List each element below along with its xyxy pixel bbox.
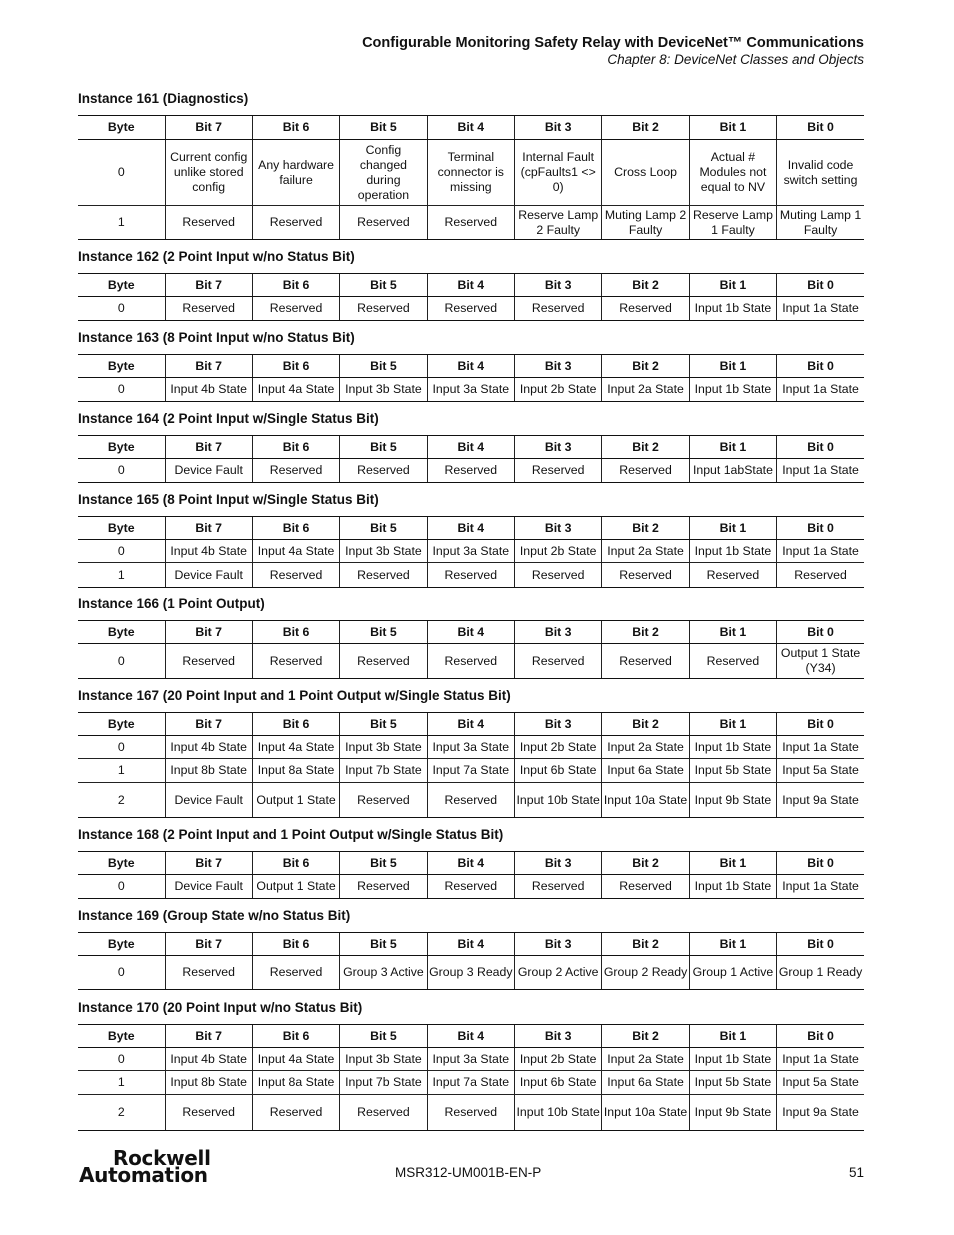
bit-cell: Reserved bbox=[165, 206, 252, 240]
bit-cell: Input 6b State bbox=[515, 1071, 602, 1095]
bit-cell: Invalid code switch setting bbox=[777, 140, 864, 206]
bit-cell: Input 3a State bbox=[427, 736, 514, 759]
table-header-row bbox=[78, 517, 864, 540]
byte-cell: 0 bbox=[78, 875, 165, 899]
bit-cell: Reserved bbox=[427, 1095, 514, 1131]
bit-cell: Input 7b State bbox=[340, 759, 427, 783]
column-header: Bit 4 bbox=[427, 852, 514, 875]
column-header: Byte bbox=[78, 1025, 165, 1048]
instance-table bbox=[78, 712, 864, 818]
byte-cell: 1 bbox=[78, 1071, 165, 1095]
bit-cell: Config changed during operation bbox=[340, 140, 427, 206]
bit-cell: Reserved bbox=[252, 563, 339, 588]
bit-cell: Reserved bbox=[602, 644, 689, 679]
column-header: Bit 5 bbox=[340, 355, 427, 378]
column-header: Byte bbox=[78, 274, 165, 297]
instance-table bbox=[78, 851, 864, 899]
bit-cell: Reserved bbox=[165, 297, 252, 321]
bit-cell: Input 2a State bbox=[602, 378, 689, 402]
bit-cell: Input 3a State bbox=[427, 1048, 514, 1071]
column-header: Bit 4 bbox=[427, 436, 514, 459]
column-header: Bit 1 bbox=[689, 355, 776, 378]
table-header-row bbox=[78, 116, 864, 140]
column-header: Bit 5 bbox=[340, 621, 427, 644]
section-title: Instance 168 (2 Point Input and 1 Point Output w/Single Status Bit) bbox=[78, 827, 504, 842]
column-header: Bit 6 bbox=[252, 933, 339, 956]
column-header: Bit 2 bbox=[602, 1025, 689, 1048]
bit-cell: Reserved bbox=[602, 563, 689, 588]
bit-cell: Input 1a State bbox=[777, 378, 864, 402]
bit-cell: Reserved bbox=[515, 563, 602, 588]
table-row bbox=[78, 875, 864, 899]
bit-cell: Input 4a State bbox=[252, 736, 339, 759]
bit-cell: Group 3 Ready bbox=[427, 956, 514, 990]
column-header: Bit 6 bbox=[252, 621, 339, 644]
bit-cell: Input 10b State bbox=[515, 783, 602, 818]
bit-cell: Input 3b State bbox=[340, 540, 427, 563]
column-header: Bit 2 bbox=[602, 621, 689, 644]
column-header: Bit 1 bbox=[689, 713, 776, 736]
bit-cell: Output 1 State bbox=[252, 783, 339, 818]
column-header: Bit 3 bbox=[515, 436, 602, 459]
column-header: Bit 3 bbox=[515, 713, 602, 736]
bit-cell: Reserved bbox=[427, 297, 514, 321]
section-title: Instance 163 (8 Point Input w/no Status Bit) bbox=[78, 330, 355, 345]
byte-cell: 2 bbox=[78, 1095, 165, 1131]
bit-cell: Input 1b State bbox=[689, 540, 776, 563]
bit-cell: Device Fault bbox=[165, 875, 252, 899]
bit-cell: Reserved bbox=[427, 459, 514, 483]
rockwell-automation-logo bbox=[79, 1146, 211, 1187]
bit-cell: Cross Loop bbox=[602, 140, 689, 206]
bit-cell: Reserved bbox=[340, 459, 427, 483]
column-header: Bit 1 bbox=[689, 116, 776, 140]
bit-cell: Device Fault bbox=[165, 459, 252, 483]
column-header: Bit 6 bbox=[252, 713, 339, 736]
column-header: Bit 3 bbox=[515, 274, 602, 297]
bit-cell: Reserved bbox=[427, 783, 514, 818]
column-header: Bit 7 bbox=[165, 1025, 252, 1048]
section-title: Instance 170 (20 Point Input w/no Status Bit) bbox=[78, 1000, 363, 1015]
byte-cell: 0 bbox=[78, 459, 165, 483]
bit-cell: Muting Lamp 1 Faulty bbox=[777, 206, 864, 240]
bit-cell: Reserved bbox=[340, 783, 427, 818]
column-header: Bit 2 bbox=[602, 517, 689, 540]
bit-cell: Group 2 Ready bbox=[602, 956, 689, 990]
column-header: Bit 7 bbox=[165, 116, 252, 140]
bit-cell: Input 10a State bbox=[602, 1095, 689, 1131]
bit-cell: Reserved bbox=[252, 644, 339, 679]
column-header: Byte bbox=[78, 713, 165, 736]
column-header: Bit 2 bbox=[602, 933, 689, 956]
document-number: MSR312-UM001B-EN-P bbox=[395, 1165, 542, 1180]
column-header: Bit 0 bbox=[777, 355, 864, 378]
column-header: Bit 6 bbox=[252, 274, 339, 297]
bit-cell: Input 2a State bbox=[602, 736, 689, 759]
bit-cell: Input 9a State bbox=[777, 1095, 864, 1131]
bit-cell: Reserved bbox=[252, 459, 339, 483]
bit-cell: Input 4a State bbox=[252, 378, 339, 402]
chapter-subtitle: Chapter 8: DeviceNet Classes and Objects bbox=[607, 52, 864, 67]
bit-cell: Reserved bbox=[602, 459, 689, 483]
byte-cell: 0 bbox=[78, 140, 165, 206]
bit-cell: Reserved bbox=[689, 644, 776, 679]
byte-cell: 2 bbox=[78, 783, 165, 818]
column-header: Bit 3 bbox=[515, 517, 602, 540]
table-row bbox=[78, 644, 864, 679]
byte-cell: 0 bbox=[78, 956, 165, 990]
table-header-row bbox=[78, 274, 864, 297]
section-title: Instance 161 (Diagnostics) bbox=[78, 91, 249, 106]
table-row bbox=[78, 1048, 864, 1071]
column-header: Bit 2 bbox=[602, 274, 689, 297]
column-header: Bit 3 bbox=[515, 116, 602, 140]
bit-cell: Reserved bbox=[252, 206, 339, 240]
instance-table bbox=[78, 435, 864, 483]
bit-cell: Group 1 Ready bbox=[777, 956, 864, 990]
bit-cell: Input 7b State bbox=[340, 1071, 427, 1095]
column-header: Bit 0 bbox=[777, 713, 864, 736]
column-header: Bit 0 bbox=[777, 274, 864, 297]
bit-cell: Input 3b State bbox=[340, 378, 427, 402]
bit-cell: Reserved bbox=[427, 875, 514, 899]
page-number: 51 bbox=[848, 1165, 864, 1180]
column-header: Bit 1 bbox=[689, 852, 776, 875]
column-header: Bit 7 bbox=[165, 274, 252, 297]
column-header: Bit 2 bbox=[602, 355, 689, 378]
column-header: Bit 6 bbox=[252, 1025, 339, 1048]
bit-cell: Input 4b State bbox=[165, 736, 252, 759]
table-header-row bbox=[78, 933, 864, 956]
bit-cell: Reserved bbox=[427, 206, 514, 240]
column-header: Bit 2 bbox=[602, 713, 689, 736]
column-header: Bit 1 bbox=[689, 933, 776, 956]
bit-cell: Input 2b State bbox=[515, 1048, 602, 1071]
section-title: Instance 169 (Group State w/no Status Bit) bbox=[78, 908, 351, 923]
instance-table bbox=[78, 273, 864, 321]
table-row bbox=[78, 736, 864, 759]
bit-cell: Input 1a State bbox=[777, 875, 864, 899]
table-row bbox=[78, 1095, 864, 1131]
column-header: Bit 4 bbox=[427, 713, 514, 736]
bit-cell: Internal Fault (cpFaults1 <> 0) bbox=[515, 140, 602, 206]
column-header: Bit 5 bbox=[340, 852, 427, 875]
section-title: Instance 165 (8 Point Input w/Single Status Bit) bbox=[78, 492, 379, 507]
bit-cell: Input 8b State bbox=[165, 759, 252, 783]
table-row bbox=[78, 297, 864, 321]
section-title: Instance 167 (20 Point Input and 1 Point Output w/Single Status Bit) bbox=[78, 688, 511, 703]
column-header: Bit 7 bbox=[165, 933, 252, 956]
bit-cell: Input 9b State bbox=[689, 1095, 776, 1131]
bit-cell: Input 1a State bbox=[777, 459, 864, 483]
column-header: Bit 2 bbox=[602, 116, 689, 140]
bit-cell: Output 1 State (Y34) bbox=[777, 644, 864, 679]
bit-cell: Input 4b State bbox=[165, 378, 252, 402]
section-title: Instance 166 (1 Point Output) bbox=[78, 596, 265, 611]
bit-cell: Input 10a State bbox=[602, 783, 689, 818]
table-header-row bbox=[78, 1025, 864, 1048]
bit-cell: Input 4b State bbox=[165, 540, 252, 563]
bit-cell: Reserved bbox=[340, 644, 427, 679]
column-header: Bit 5 bbox=[340, 933, 427, 956]
byte-cell: 0 bbox=[78, 540, 165, 563]
bit-cell: Reserved bbox=[340, 1095, 427, 1131]
bit-cell: Input 6a State bbox=[602, 759, 689, 783]
column-header: Bit 4 bbox=[427, 274, 514, 297]
bit-cell: Reserved bbox=[602, 297, 689, 321]
table-row bbox=[78, 140, 864, 206]
column-header: Bit 1 bbox=[689, 621, 776, 644]
bit-cell: Reserved bbox=[340, 563, 427, 588]
bit-cell: Reserved bbox=[165, 956, 252, 990]
bit-cell: Reserved bbox=[165, 644, 252, 679]
column-header: Bit 5 bbox=[340, 436, 427, 459]
byte-cell: 1 bbox=[78, 759, 165, 783]
column-header: Bit 1 bbox=[689, 274, 776, 297]
logo-line-1: Rockwell bbox=[113, 1146, 211, 1170]
bit-cell: Muting Lamp 2 Faulty bbox=[602, 206, 689, 240]
column-header: Bit 1 bbox=[689, 1025, 776, 1048]
bit-cell: Reserved bbox=[777, 563, 864, 588]
instance-table bbox=[78, 115, 864, 240]
bit-cell: Reserved bbox=[515, 644, 602, 679]
column-header: Byte bbox=[78, 621, 165, 644]
bit-cell: Input 5b State bbox=[689, 759, 776, 783]
logo-line-2: Automation bbox=[79, 1163, 208, 1187]
instance-table bbox=[78, 516, 864, 588]
column-header: Bit 4 bbox=[427, 1025, 514, 1048]
bit-cell: Reserved bbox=[340, 875, 427, 899]
table-row bbox=[78, 563, 864, 588]
column-header: Byte bbox=[78, 355, 165, 378]
bit-cell: Reserved bbox=[427, 563, 514, 588]
bit-cell: Reserved bbox=[252, 956, 339, 990]
column-header: Bit 6 bbox=[252, 436, 339, 459]
bit-cell: Group 2 Active bbox=[515, 956, 602, 990]
table-header-row bbox=[78, 355, 864, 378]
bit-cell: Input 1a State bbox=[777, 736, 864, 759]
column-header: Bit 4 bbox=[427, 933, 514, 956]
bit-cell: Device Fault bbox=[165, 563, 252, 588]
bit-cell: Input 5a State bbox=[777, 759, 864, 783]
document-title: Configurable Monitoring Safety Relay with DeviceNet™ Communications bbox=[362, 35, 864, 51]
bit-cell: Reserve Lamp 1 Faulty bbox=[689, 206, 776, 240]
bit-cell: Input 1b State bbox=[689, 1048, 776, 1071]
table-row bbox=[78, 459, 864, 483]
byte-cell: 1 bbox=[78, 563, 165, 588]
column-header: Bit 0 bbox=[777, 436, 864, 459]
instance-table bbox=[78, 354, 864, 402]
column-header: Bit 6 bbox=[252, 355, 339, 378]
column-header: Bit 0 bbox=[777, 852, 864, 875]
bit-cell: Input 2b State bbox=[515, 540, 602, 563]
bit-cell: Input 3b State bbox=[340, 736, 427, 759]
column-header: Bit 7 bbox=[165, 621, 252, 644]
column-header: Bit 2 bbox=[602, 436, 689, 459]
column-header: Bit 5 bbox=[340, 1025, 427, 1048]
byte-cell: 0 bbox=[78, 644, 165, 679]
column-header: Byte bbox=[78, 933, 165, 956]
bit-cell: Group 1 Active bbox=[689, 956, 776, 990]
bit-cell: Input 4a State bbox=[252, 1048, 339, 1071]
table-row bbox=[78, 783, 864, 818]
bit-cell: Input 3a State bbox=[427, 540, 514, 563]
bit-cell: Reserved bbox=[689, 563, 776, 588]
bit-cell: Input 6a State bbox=[602, 1071, 689, 1095]
column-header: Bit 3 bbox=[515, 355, 602, 378]
bit-cell: Input 4b State bbox=[165, 1048, 252, 1071]
bit-cell: Input 9a State bbox=[777, 783, 864, 818]
column-header: Bit 0 bbox=[777, 1025, 864, 1048]
column-header: Byte bbox=[78, 517, 165, 540]
column-header: Bit 5 bbox=[340, 116, 427, 140]
bit-cell: Input 1b State bbox=[689, 875, 776, 899]
bit-cell: Current config unlike stored config bbox=[165, 140, 252, 206]
bit-cell: Reserved bbox=[515, 297, 602, 321]
bit-cell: Reserve Lamp 2 Faulty bbox=[515, 206, 602, 240]
bit-cell: Input 3a State bbox=[427, 378, 514, 402]
column-header: Byte bbox=[78, 852, 165, 875]
bit-cell: Input 1b State bbox=[689, 378, 776, 402]
bit-cell: Input 1a State bbox=[777, 540, 864, 563]
bit-cell: Reserved bbox=[340, 206, 427, 240]
column-header: Bit 1 bbox=[689, 436, 776, 459]
section-title: Instance 162 (2 Point Input w/no Status Bit) bbox=[78, 249, 355, 264]
column-header: Bit 5 bbox=[340, 274, 427, 297]
bit-cell: Input 7a State bbox=[427, 1071, 514, 1095]
bit-cell: Reserved bbox=[340, 297, 427, 321]
bit-cell: Reserved bbox=[427, 644, 514, 679]
column-header: Bit 4 bbox=[427, 355, 514, 378]
column-header: Bit 5 bbox=[340, 517, 427, 540]
byte-cell: 0 bbox=[78, 378, 165, 402]
column-header: Bit 6 bbox=[252, 116, 339, 140]
column-header: Bit 3 bbox=[515, 933, 602, 956]
bit-cell: Input 1abState bbox=[689, 459, 776, 483]
column-header: Bit 5 bbox=[340, 713, 427, 736]
column-header: Bit 4 bbox=[427, 517, 514, 540]
column-header: Bit 7 bbox=[165, 852, 252, 875]
instance-table bbox=[78, 1024, 864, 1131]
column-header: Bit 0 bbox=[777, 933, 864, 956]
table-header-row bbox=[78, 713, 864, 736]
bit-cell: Input 1a State bbox=[777, 1048, 864, 1071]
bit-cell: Group 3 Active bbox=[340, 956, 427, 990]
byte-cell: 0 bbox=[78, 297, 165, 321]
bit-cell: Output 1 State bbox=[252, 875, 339, 899]
column-header: Bit 2 bbox=[602, 852, 689, 875]
instance-table bbox=[78, 932, 864, 990]
bit-cell: Input 5a State bbox=[777, 1071, 864, 1095]
column-header: Bit 6 bbox=[252, 517, 339, 540]
bit-cell: Actual # Modules not equal to NV bbox=[689, 140, 776, 206]
column-header: Bit 7 bbox=[165, 713, 252, 736]
table-row bbox=[78, 206, 864, 240]
column-header: Bit 7 bbox=[165, 436, 252, 459]
column-header: Bit 3 bbox=[515, 852, 602, 875]
column-header: Bit 0 bbox=[777, 621, 864, 644]
bit-cell: Input 8a State bbox=[252, 759, 339, 783]
bit-cell: Input 1b State bbox=[689, 736, 776, 759]
bit-cell: Input 2b State bbox=[515, 378, 602, 402]
table-row bbox=[78, 378, 864, 402]
table-row bbox=[78, 956, 864, 990]
bit-cell: Input 2b State bbox=[515, 736, 602, 759]
bit-cell: Input 6b State bbox=[515, 759, 602, 783]
bit-cell: Reserved bbox=[252, 297, 339, 321]
column-header: Bit 7 bbox=[165, 517, 252, 540]
bit-cell: Input 1b State bbox=[689, 297, 776, 321]
column-header: Bit 7 bbox=[165, 355, 252, 378]
bit-cell: Input 3b State bbox=[340, 1048, 427, 1071]
column-header: Bit 0 bbox=[777, 517, 864, 540]
bit-cell: Input 9b State bbox=[689, 783, 776, 818]
bit-cell: Reserved bbox=[515, 875, 602, 899]
byte-cell: 1 bbox=[78, 206, 165, 240]
column-header: Bit 4 bbox=[427, 621, 514, 644]
section-title: Instance 164 (2 Point Input w/Single Status Bit) bbox=[78, 411, 379, 426]
table-row bbox=[78, 540, 864, 563]
column-header: Bit 4 bbox=[427, 116, 514, 140]
column-header: Bit 0 bbox=[777, 116, 864, 140]
column-header: Bit 3 bbox=[515, 621, 602, 644]
table-row bbox=[78, 1071, 864, 1095]
table-row bbox=[78, 759, 864, 783]
byte-cell: 0 bbox=[78, 736, 165, 759]
bit-cell: Input 8a State bbox=[252, 1071, 339, 1095]
table-header-row bbox=[78, 436, 864, 459]
bit-cell: Reserved bbox=[252, 1095, 339, 1131]
instance-table bbox=[78, 620, 864, 679]
bit-cell: Input 2a State bbox=[602, 1048, 689, 1071]
column-header: Bit 3 bbox=[515, 1025, 602, 1048]
bit-cell: Input 5b State bbox=[689, 1071, 776, 1095]
bit-cell: Reserved bbox=[165, 1095, 252, 1131]
bit-cell: Reserved bbox=[602, 875, 689, 899]
bit-cell: Device Fault bbox=[165, 783, 252, 818]
bit-cell: Terminal connector is missing bbox=[427, 140, 514, 206]
bit-cell: Input 7a State bbox=[427, 759, 514, 783]
column-header: Byte bbox=[78, 116, 165, 140]
table-header-row bbox=[78, 621, 864, 644]
bit-cell: Reserved bbox=[515, 459, 602, 483]
bit-cell: Input 2a State bbox=[602, 540, 689, 563]
bit-cell: Any hardware failure bbox=[252, 140, 339, 206]
bit-cell: Input 1a State bbox=[777, 297, 864, 321]
table-header-row bbox=[78, 852, 864, 875]
column-header: Byte bbox=[78, 436, 165, 459]
bit-cell: Input 8b State bbox=[165, 1071, 252, 1095]
bit-cell: Input 10b State bbox=[515, 1095, 602, 1131]
column-header: Bit 1 bbox=[689, 517, 776, 540]
bit-cell: Input 4a State bbox=[252, 540, 339, 563]
byte-cell: 0 bbox=[78, 1048, 165, 1071]
column-header: Bit 6 bbox=[252, 852, 339, 875]
